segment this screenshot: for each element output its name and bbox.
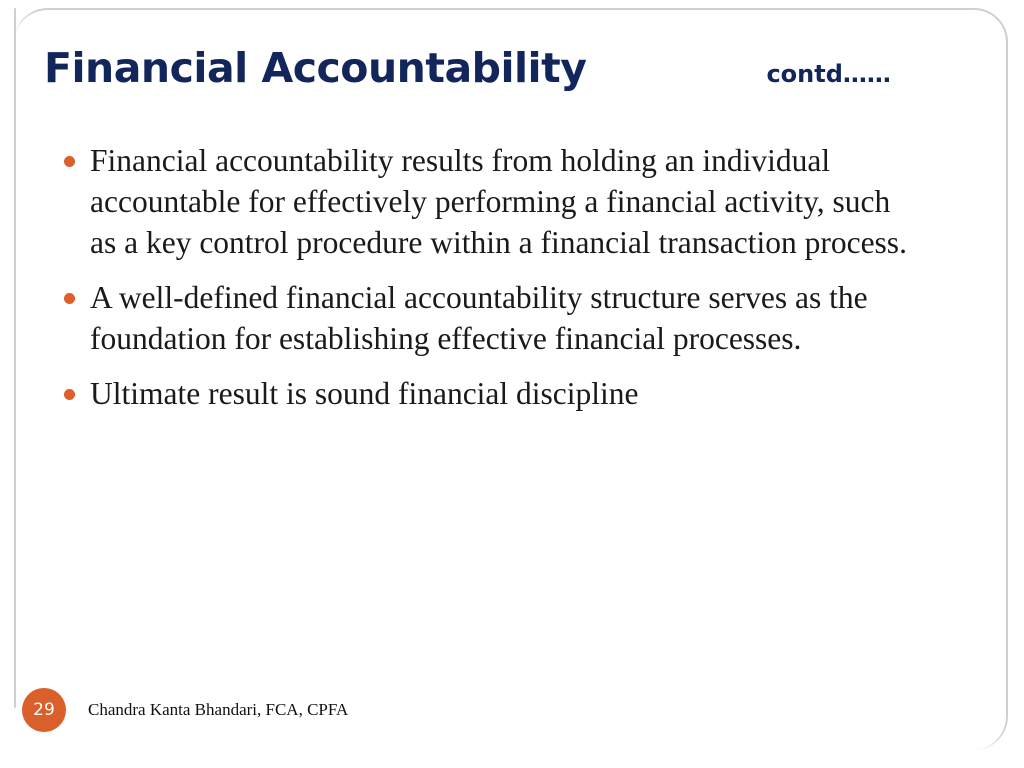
bullet-dot-icon bbox=[64, 389, 75, 400]
list-item-text: Ultimate result is sound financial discipline bbox=[90, 376, 639, 411]
list-item bbox=[52, 277, 952, 359]
page-number-badge: 29 bbox=[22, 688, 66, 732]
bullet-dot-icon bbox=[64, 156, 75, 167]
bullet-list bbox=[52, 140, 952, 428]
list-item bbox=[52, 140, 952, 263]
title-continuation-label: contd…… bbox=[766, 60, 891, 88]
bullet-dot-icon bbox=[64, 293, 75, 304]
footer-author-text: Chandra Kanta Bhandari, FCA, CPFA bbox=[88, 700, 349, 719]
slide-frame-left-edge bbox=[14, 8, 16, 708]
list-item bbox=[52, 373, 952, 414]
page-title: Financial Accountability bbox=[44, 44, 587, 92]
slide-footer bbox=[22, 688, 348, 732]
title-row bbox=[44, 44, 974, 92]
list-item-text: Financial accountability results from holding an individual accountable for effectively performing a financial activity, such as a key control procedure within a financial transaction process. bbox=[90, 143, 907, 260]
list-item-text: A well-defined financial accountability structure serves as the foundation for establishing effective financial processes. bbox=[90, 280, 868, 356]
